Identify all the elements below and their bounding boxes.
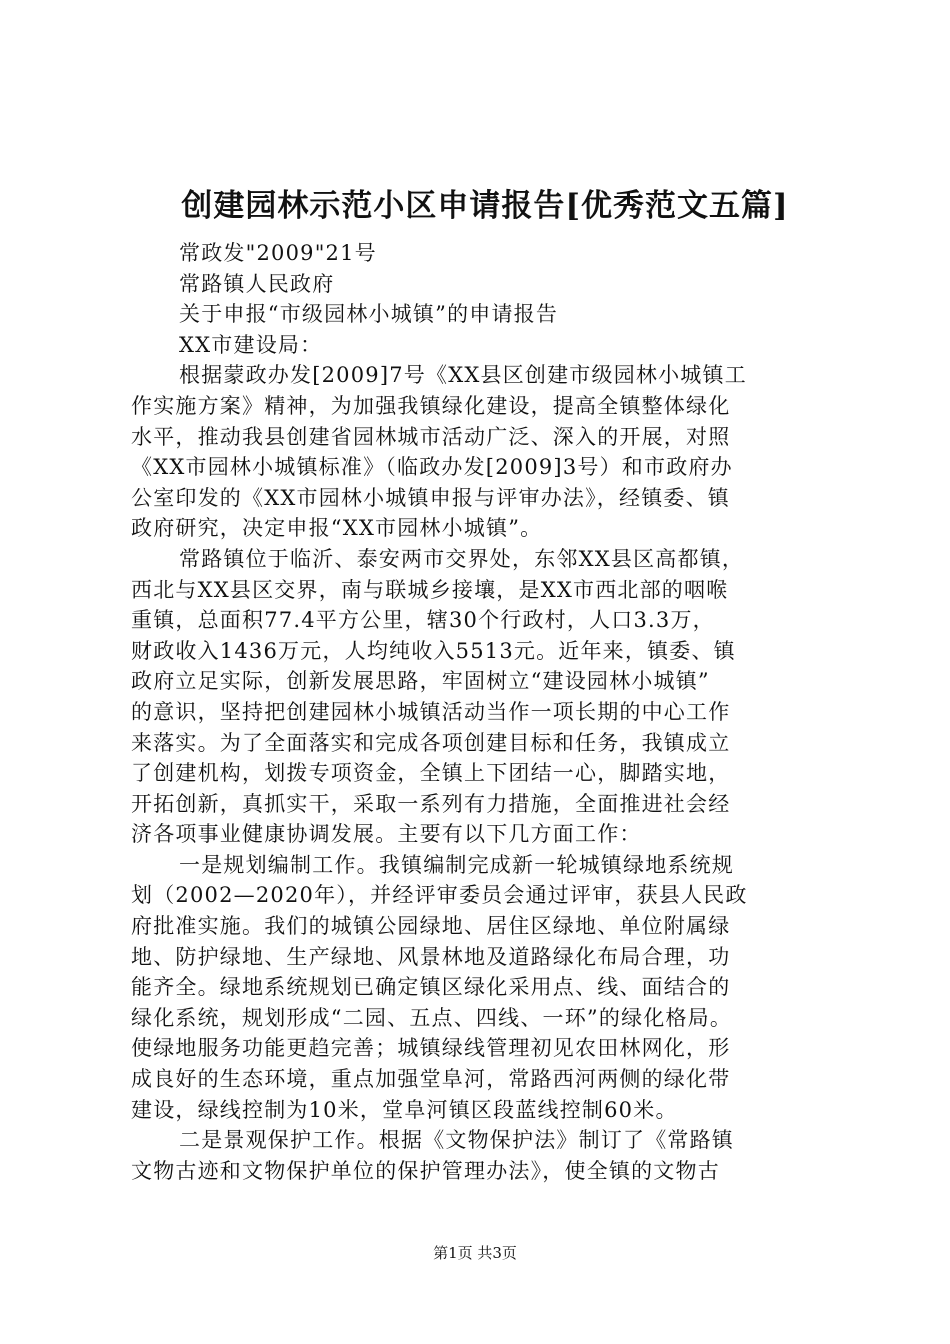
body-line: 来落实。为了全面落实和完成各项创建目标和任务，我镇成立: [131, 730, 731, 755]
body-line: 划（2002—2020年），并经评审委员会通过评审，获县人民政: [131, 883, 748, 908]
body-line: 西北与XX县区交界，南与联城乡接壤，是XX市西北部的咽喉: [131, 577, 729, 602]
body-line: 成良好的生态环境，重点加强堂阜河，常路西河两侧的绿化带: [131, 1067, 731, 1092]
document-title: 创建园林示范小区申请报告[优秀范文五篇]: [181, 188, 789, 224]
body-line: 二是景观保护工作。根据《文物保护法》制订了《常路镇: [179, 1128, 734, 1153]
body-line: 根据蒙政办发[2009]7号《XX县区创建市级园林小城镇工: [179, 363, 747, 388]
document-body: [131, 208, 831, 1186]
body-line: 府批准实施。我们的城镇公园绿地、居住区绿地、单位附属绿: [131, 914, 731, 939]
body-line: 常路镇人民政府: [179, 271, 335, 296]
body-line: 公室印发的《XX市园林小城镇申报与评审办法》，经镇委、镇: [131, 485, 730, 510]
body-line: 财政收入1436万元，人均纯收入5513元。近年来，镇委、镇: [131, 638, 736, 663]
body-line: 政府立足实际，创新发展思路，牢固树立“建设园林小城镇”: [131, 669, 710, 694]
body-line: 作实施方案》精神，为加强我镇绿化建设，提高全镇整体绿化: [131, 393, 731, 418]
body-line: 绿化系统，规划形成“二园、五点、四线、一环”的绿化格局。: [131, 1005, 733, 1030]
body-line: 的意识，坚持把创建园林小城镇活动当作一项长期的中心工作: [131, 699, 731, 724]
body-line: 常路镇位于临沂、泰安两市交界处，东邻XX县区高都镇，: [179, 546, 745, 571]
body-line: 地、防护绿地、生产绿地、风景林地及道路绿化布局合理，功: [131, 944, 731, 969]
body-line: 能齐全。绿地系统规划已确定镇区绿化采用点、线、面结合的: [131, 975, 731, 1000]
body-line: 济各项事业健康协调发展。主要有以下几方面工作：: [131, 822, 642, 847]
body-line: 使绿地服务功能更趋完善；城镇绿线管理初见农田林网化，形: [131, 1036, 731, 1061]
body-line: 水平，推动我县创建省园林城市活动广泛、深入的开展，对照: [131, 424, 731, 449]
body-line: 一是规划编制工作。我镇编制完成新一轮城镇绿地系统规: [179, 852, 734, 877]
body-line: 了创建机构，划拨专项资金，全镇上下团结一心，脚踏实地，: [131, 761, 731, 786]
body-line: 开拓创新，真抓实干，采取一系列有力措施，全面推进社会经: [131, 791, 731, 816]
body-line: 重镇，总面积77.4平方公里，辖30个行政村，人口3.3万，: [131, 608, 715, 633]
body-line: 政府研究，决定申报“XX市园林小城镇”。: [131, 516, 543, 541]
body-line: 常政发"2009"21号: [179, 241, 377, 265]
body-line: 《XX市园林小城镇标准》（临政办发[2009]3号）和市政府办: [131, 455, 733, 480]
body-line: 建设，绿线控制为10米，堂阜河镇区段蓝线控制60米。: [131, 1097, 678, 1122]
body-line: 文物古迹和文物保护单位的保护管理办法》，使全镇的文物古: [131, 1158, 720, 1183]
body-line: 关于申报“市级园林小城镇”的申请报告: [179, 302, 559, 327]
body-line: XX市建设局：: [179, 332, 323, 357]
page-footer: 第1页 共3页: [433, 1244, 517, 1262]
